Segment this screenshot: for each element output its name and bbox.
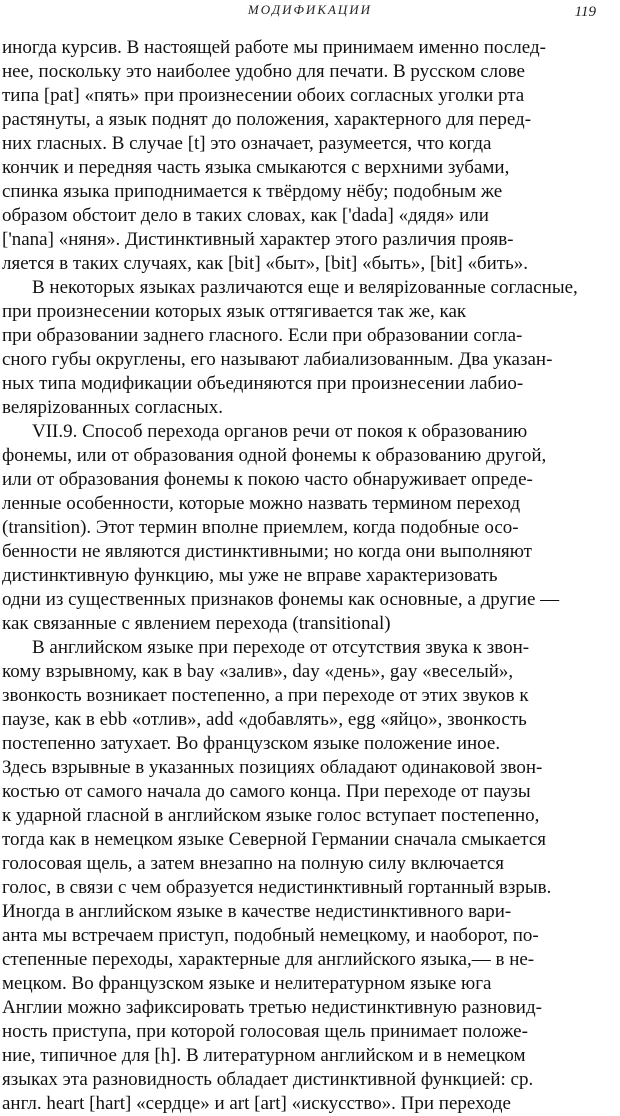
text-line: спинка языка приподнимается к твёрдому нёбу; подобным же xyxy=(2,181,503,202)
text-line: паузе, как в ebb «отлив», add «добавлять», egg «яйцо», звонкость xyxy=(2,709,527,730)
text-line: при произнесении которых язык оттягивается так же, как xyxy=(2,301,467,322)
text-line: ных типа модификации объединяются при произнесении лабио- xyxy=(2,373,524,394)
text-line: кому взрывному, как в bay «залив», day «день», gay «веселый», xyxy=(2,661,514,682)
text-line: при образовании заднего гласного. Если при образовании согла- xyxy=(2,325,523,346)
text-line: Иногда в английском языке в качестве недистинктивного вари- xyxy=(2,901,512,922)
text-line: дистинктивную функцию, мы уже не вправе характеризовать xyxy=(2,565,498,586)
text-line: костью от самого начала до самого конца. При переходе от паузы xyxy=(2,781,531,802)
text-line: языках эта разновидность обладает дистинктивной функцией: ср. xyxy=(2,1069,534,1090)
text-line: кончик и передняя часть языка смыкаются с верхними зубами, xyxy=(2,157,510,178)
text-line: них гласных. В случае [t] это означает, разумеется, что когда xyxy=(2,133,492,154)
text-line: постепенно затухает. Во французском языке положение иное. xyxy=(2,733,501,754)
page-number: 119 xyxy=(574,4,596,20)
text-line: ность приступа, при которой голосовая щель принимает положе- xyxy=(2,1021,528,1042)
running-head: МОДИФИКАЦИИ xyxy=(247,2,373,17)
text-line: фонемы, или от образования одной фонемы к образованию другой, xyxy=(2,445,547,466)
text-line: В некоторых языках различаются еще и велярizованные согласные, xyxy=(32,277,578,298)
text-line: (transition). Этот термин вполне приемлем, когда подобные осо- xyxy=(2,517,519,538)
text-line: образом обстоит дело в таких словах, как ['dada] «дядя» или xyxy=(2,205,489,226)
text-line: Здесь взрывные в указанных позициях обладают одинаковой звон- xyxy=(2,757,543,778)
text-line: звонкость возникает постепенно, а при переходе от этих звуков к xyxy=(2,685,529,706)
text-line: степенные переходы, характерные для английского языка,— в не- xyxy=(2,949,535,970)
text-line: голос, в связи с чем образуется недистинктивный гортанный взрыв. xyxy=(2,877,552,898)
text-line: Англии можно зафиксировать третью недистинктивную разновид- xyxy=(2,997,542,1018)
text-line: растянуты, а язык поднят до положения, характерного для перед- xyxy=(2,109,532,130)
text-line: англ. heart [hart] «сердце» и art [art] «искусство». При переходе xyxy=(2,1093,511,1114)
page-header xyxy=(0,2,620,28)
text-line: анта мы встречаем приступ, подобный немецкому, и наоборот, по- xyxy=(2,925,539,946)
text-line: сного губы округлены, его называют лабиализованным. Два указан- xyxy=(2,349,553,370)
text-line: как связанные с явлением перехода (transitional) xyxy=(2,613,391,634)
text-line: ['nana] «няня». Дистинктивный характер этого различия прояв- xyxy=(2,229,514,250)
body-text xyxy=(2,36,616,1116)
text-line: велярizованных согласных. xyxy=(2,397,224,418)
text-line: типа [pat] «пять» при произнесении обоих согласных уголки рта xyxy=(2,85,525,106)
text-line: или от образования фонемы к покою часто обнаруживает опреде- xyxy=(2,469,533,490)
text-line: ние, типичное для [h]. В литературном английском и в немецком xyxy=(2,1045,526,1066)
text-line: к ударной гласной в английском языке голос вступает постепенно, xyxy=(2,805,540,826)
text-line: ляется в таких случаях, как [bit] «быт», [bit] «быть», [bit] «бить». xyxy=(2,253,529,274)
text-line: ленные особенности, которые можно назвать термином переход xyxy=(2,493,521,514)
text-line: одни из существенных признаков фонемы как основные, а другие — xyxy=(2,589,560,610)
text-line: голосовая щель, а затем внезапно на полную силу включается xyxy=(2,853,505,874)
text-line: нее, поскольку это наиболее удобно для печати. В русском слове xyxy=(2,61,525,82)
section-heading-line: VII.9. Способ перехода органов речи от покоя к образованию xyxy=(32,421,528,442)
text-line: иногда курсив. В настоящей работе мы принимаем именно послед- xyxy=(2,37,546,58)
text-line: В английском языке при переходе от отсутствия звука к звон- xyxy=(32,637,530,658)
text-line: тогда как в немецком языке Северной Германии сначала смыкается xyxy=(2,829,546,850)
text-line: мецком. Во французском языке и нелитературном языке юга xyxy=(2,973,492,994)
text-line: бенности не являются дистинктивными; но когда они выполняют xyxy=(2,541,532,562)
